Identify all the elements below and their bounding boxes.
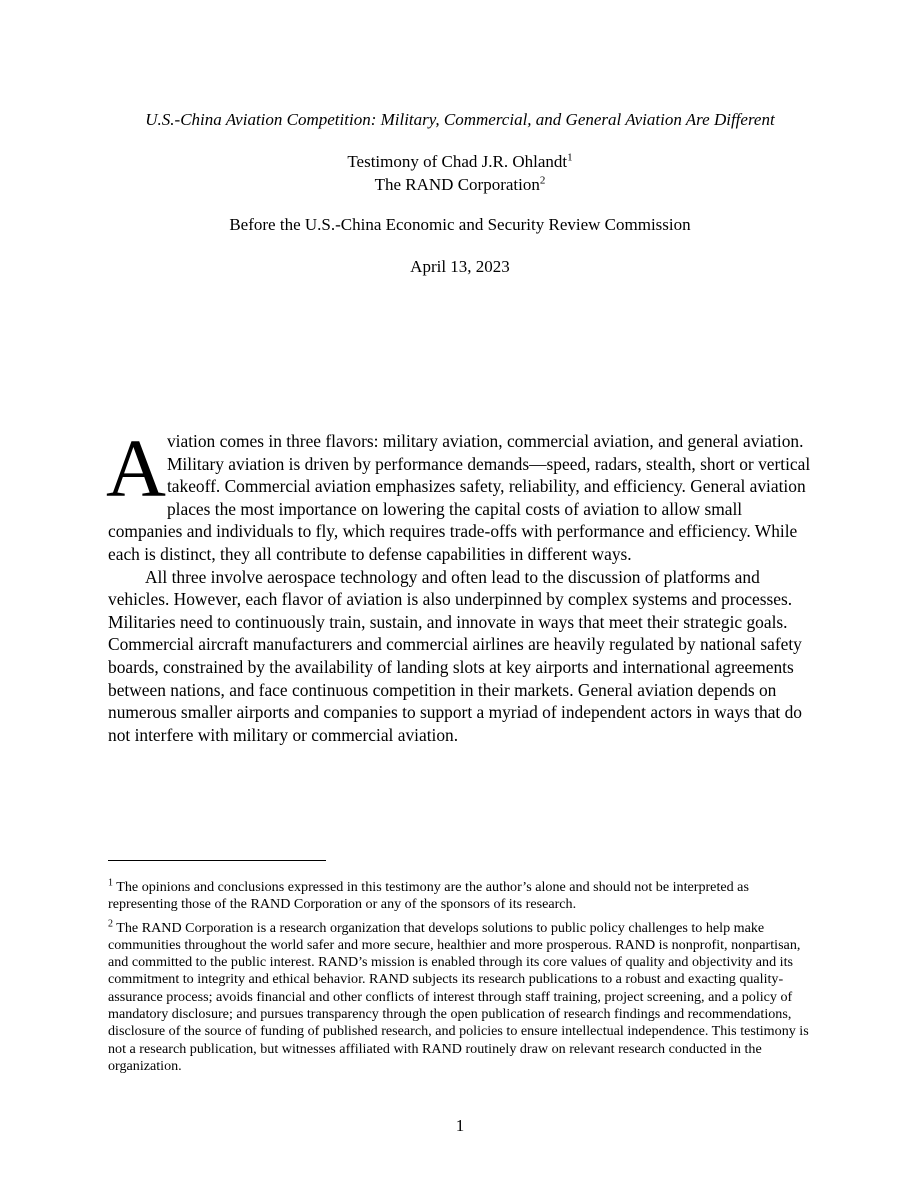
document-title: U.S.-China Aviation Competition: Military, Commercial, and General Aviation Are Different xyxy=(145,110,775,129)
body-paragraph-1 xyxy=(106,422,816,566)
footnote-ref-2[interactable]: 2 xyxy=(539,174,546,187)
body-text xyxy=(106,422,816,746)
footnote-2-number: 2 xyxy=(108,917,113,929)
organization-name: The RAND Corporation xyxy=(374,175,540,194)
commission-line: Before the U.S.-China Economic and Security Review Commission xyxy=(229,215,691,234)
drop-cap: A xyxy=(106,422,166,514)
footnote-2 xyxy=(108,917,816,1076)
footnote-2-text: The RAND Corporation is a research organization that develops solutions to public policy challenges to help make communities throughout the world safer and more secure, healthier and more prosperous. RAND is nonprofit, nonpartisan, and committed to the public interest. RAND’s mission is enabled through its core values of quality and objectivity and its commitment to integrity and ethical behavior. RAND subjects its research publications to a robust and exacting quality-assurance process; avoids financial and other conflicts of interest through staff training, project screening, and a policy of mandatory disclosure; and pursues transparency through the open publication of research findings and recommendations, disclosure of the source of funding of published research, and policies to ensure intellectual independence. This testimony is not a research publication, but witnesses affiliated with RAND routinely draw on relevant research conducted in the organization. xyxy=(108,919,809,1074)
footnotes xyxy=(108,879,816,1081)
paragraph-1-text: viation comes in three flavors: military aviation, commercial aviation, and general aviation. Military aviation is driven by performance demands—speed, radars, stealth, short or vertical takeoff. Commercial aviation emphasizes safety, reliability, and efficiency. General aviation places the most importance on lowering the capital costs of aviation to allow small companies and individuals to fly, which requires trade-offs with performance and efficiency. While each is distinct, they all contribute to defense capabilities in different ways. xyxy=(108,431,811,564)
footnote-1-number: 1 xyxy=(108,877,113,889)
footnote-ref-1[interactable]: 1 xyxy=(567,151,573,164)
organization-line xyxy=(60,174,860,196)
footnote-1 xyxy=(108,879,816,914)
body-paragraph-2: All three involve aerospace technology and often lead to the discussion of platforms and vehicles. However, each flavor of aviation is also underpinned by complex systems and processes. Militaries need to continuously train, sustain, and innovate in ways that meet their strategic goals. Commercial aircraft manufacturers and commercial airlines are heavily regulated by national safety boards, constrained by the availability of landing slots at key airports and international agreements between nations, and face continuous competition in their markets. General aviation depends on numerous smaller airports and companies to support a myriad of independent actors in ways that do not interfere with military or commercial aviation. xyxy=(108,566,803,745)
footnote-1-text: The opinions and conclusions expressed in this testimony are the author’s alone and should not be interpreted as representing those of the RAND Corporation or any of the sponsors of its research. xyxy=(108,879,749,913)
testimony-line xyxy=(60,151,860,173)
testimony-date: April 13, 2023 xyxy=(410,257,510,276)
page-number: 1 xyxy=(455,1116,465,1135)
testimony-author: Testimony of Chad J.R. Ohlandt xyxy=(347,152,568,171)
footnote-divider xyxy=(108,860,326,861)
